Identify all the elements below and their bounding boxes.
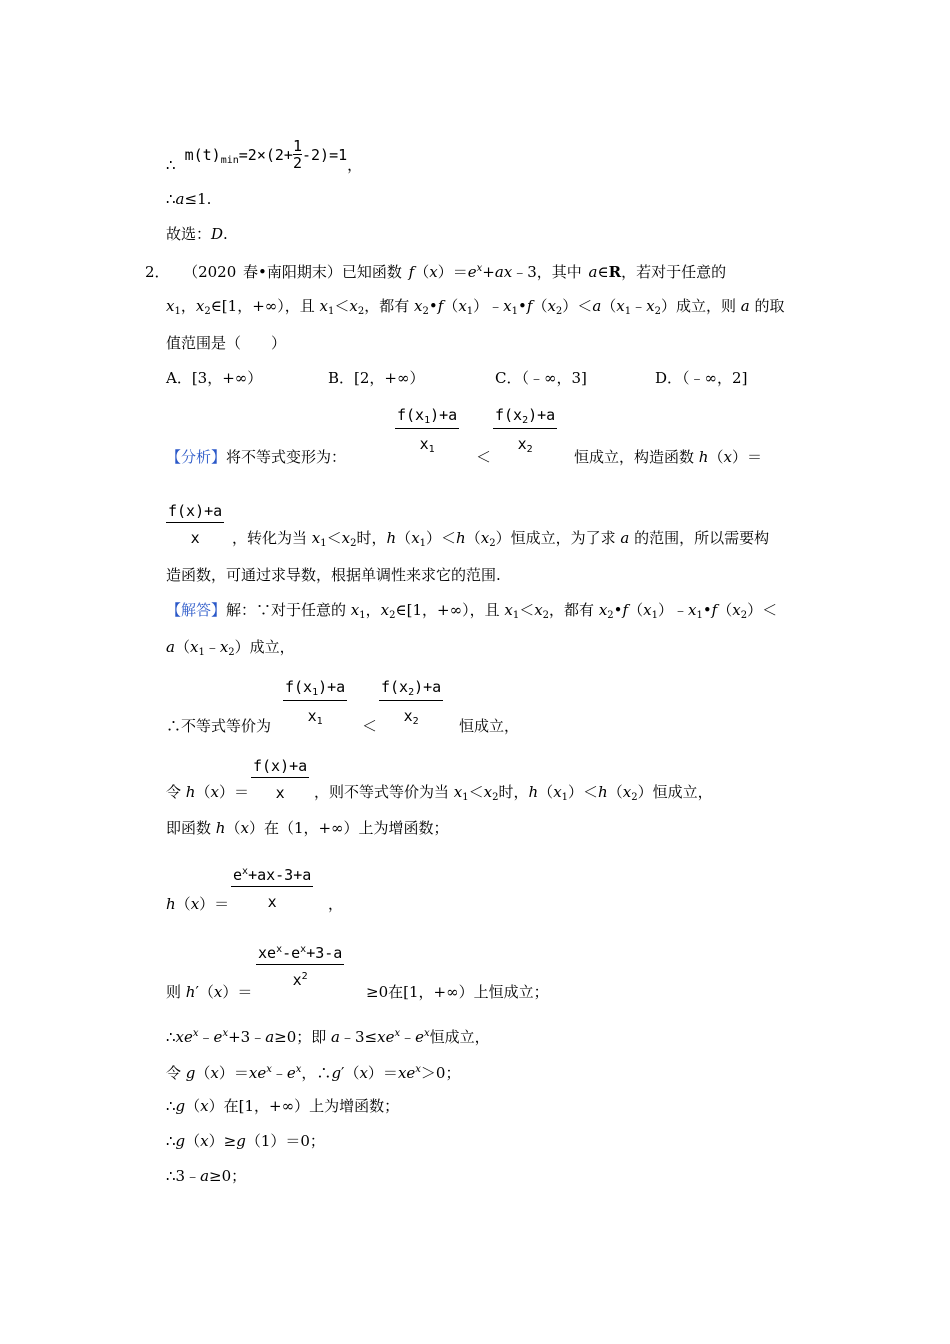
fraction-fx2-over-x2: $\frac{f(x_2)+a}{x_2}$ (495, 406, 556, 455)
solution-fraction-fx2: $\frac{f(x_2)+a}{x_2}$ (381, 678, 442, 727)
solution-line5: 即函数 h（x）在（1，+∞）上为增函数； (166, 819, 449, 837)
option-a: A．[3，+∞） (166, 369, 263, 387)
solution-line7a: 则 h′（x）＝ (166, 983, 253, 1001)
solution-fraction-fx: $\frac{f(x)+a}{x}$ (253, 757, 308, 802)
fraction-fx-over-x: $\frac{f(x)+a}{x}$ (168, 502, 223, 547)
solution-line6b: ， (328, 895, 344, 913)
solution-line4b: ，则不等式等价为当 $x_1<x_2$时，$h(x_1)<h(x_2)$恒成立， (314, 783, 713, 803)
solution-tag: 【解答】 (166, 601, 227, 619)
analysis-tag: 【分析】 (166, 448, 227, 466)
h-fraction: $\frac{e^x+ax-3+a}{x}$ (233, 866, 312, 911)
option-c: C．（﹣∞，3] (495, 369, 587, 387)
solution-line2: $a(x_1﹣x_2)$成立， (166, 638, 295, 658)
solution-line9: 令 $g(x)=xe^x﹣e^x$，$\therefore g'(x)=xe^x>0$； (166, 1064, 461, 1082)
solution-line10: ∴g（x）在[1，+∞）上为增函数； (166, 1097, 400, 1115)
solution-line4a: 令 h（x）＝ (166, 783, 249, 801)
analysis-line3: 造函数，可通过求导数，根据单调性来求它的范围. (166, 566, 501, 584)
question-2-line2: $x_1$，$x_2\in[1$，+∞），且 $x_1<x_2$，都有 $x_2•f(x_1)﹣x_1•f(x_2)<a(x_1﹣x_2)$成立，则 a 的取 (166, 297, 785, 317)
option-d: D．（﹣∞，2] (655, 369, 748, 387)
analysis-line1: 【分析】将不等式变形为： (166, 448, 347, 466)
h-prime-fraction: $xe^x-e^x+3-a$ $x^2$ (258, 944, 343, 989)
solution-line6a: h（x）＝ (166, 895, 230, 913)
less-than-sign: ＜ (476, 448, 492, 466)
fraction-fx1-over-x1: $\frac{f(x_1)+a}{x_1}$ (397, 406, 458, 455)
solution-line8: $\therefore xe^x﹣e^x+3﹣a\ge 0$；即 $a﹣3\le xe^x﹣e^x$恒成立， (166, 1028, 490, 1046)
question-number: 2． (145, 263, 170, 281)
analysis-line2: ，转化为当 $x_1<x_2$时，$h(x_1)<h(x_2)$恒成立，为了求 a 的范围，所以需要构 (232, 529, 770, 549)
solution-line12: ∴3﹣a≥0； (166, 1167, 247, 1185)
solution-line11: ∴g（x）≥g（1）＝0； (166, 1132, 325, 1150)
solution-line7b: ≥0在[1，+∞）上恒成立； (366, 983, 549, 1001)
question-2-line3: 值范围是（ ） (166, 334, 287, 352)
solution-less-than: ＜ (362, 717, 378, 735)
solution-line3b: 恒成立， (459, 717, 520, 735)
option-b: B．[2，+∞） (328, 369, 425, 387)
solution-line1: 【解答】解：∵对于任意的 $x_1$，$x_2\in[1$，+∞），且 $x_1<x_2$，都有 $x_2•f(x_1)﹣x_1•f(x_2)<$ (166, 601, 778, 621)
a-le-line: ∴a≤1. (166, 190, 212, 208)
choose-line: 故选：D. (166, 225, 228, 243)
solution-fraction-fx1: $\frac{f(x_1)+a}{x_1}$ (285, 678, 346, 727)
solution-line3a: ∴不等式等价为 (166, 717, 272, 735)
min-value-line: ∴ $m(t)_{min}=2\times(2+$ $\frac{1}{2}$ -2)=1， (166, 137, 363, 174)
analysis-line1b: 恒成立，构造函数 h（x）＝ (574, 448, 762, 466)
question-2-line1: 2． （2020 春•南阳期末）已知函数 $f(x)=e^x+ax﹣3$，其中 a∈R，若对于任意的 (145, 263, 727, 281)
